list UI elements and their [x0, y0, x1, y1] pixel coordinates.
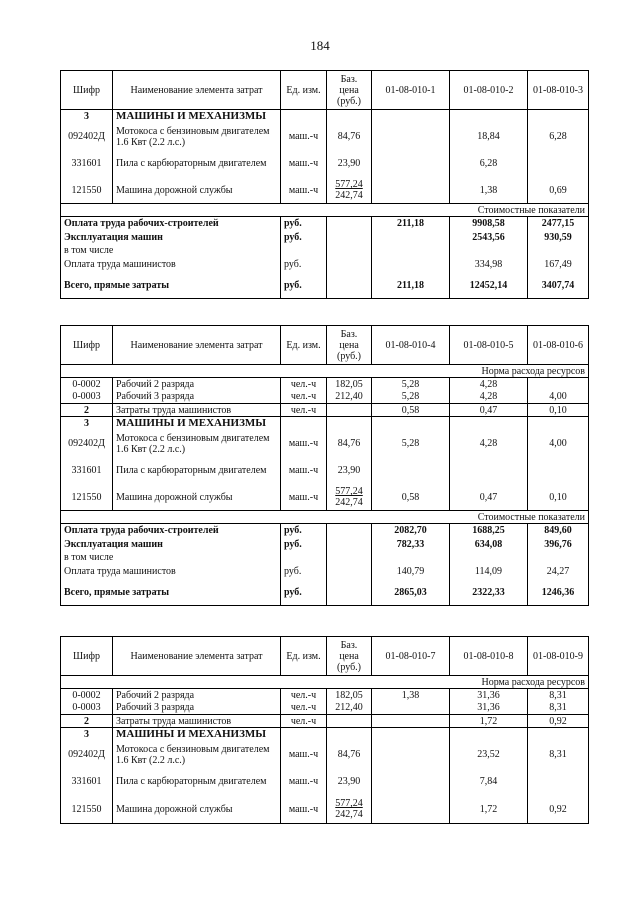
- table-header-row: [61, 637, 589, 676]
- header-col2: 01-08-010-5: [450, 326, 528, 365]
- norm-label: Норма расхода ресурсов: [61, 676, 589, 689]
- section-row: [61, 728, 589, 742]
- row-v3: 6,28: [528, 124, 589, 150]
- row-v2: 2322,33: [450, 580, 528, 606]
- row-code: 331601: [61, 150, 113, 178]
- row-code: 0-0003: [61, 702, 113, 715]
- row-unit: чел.-ч: [281, 391, 327, 404]
- row-name: Мотокоса с бензиновым двигателем 1.6 Квт (2.2 л.с.): [113, 431, 281, 457]
- row-v1: 140,79: [372, 564, 450, 580]
- row-v2: 334,98: [450, 257, 528, 273]
- price-bottom: 242,74: [335, 497, 363, 509]
- table-row: [61, 273, 589, 299]
- row-unit: руб.: [281, 273, 327, 299]
- row-v3: 0,92: [528, 796, 589, 824]
- row-v1: 211,18: [372, 217, 450, 231]
- row-v2: 2543,56: [450, 231, 528, 245]
- table-row: [61, 431, 589, 457]
- row-price: 23,90: [327, 457, 372, 485]
- row-v3: 3407,74: [528, 273, 589, 299]
- table-row: [61, 404, 589, 417]
- header-name: Наименование элемента затрат: [113, 637, 281, 676]
- row-name: Мотокоса с бензиновым двигателем 1.6 Квт (2.2 л.с.): [113, 742, 281, 768]
- row-unit: руб.: [281, 538, 327, 552]
- row-unit: маш.-ч: [281, 742, 327, 768]
- row-code: 092402Д: [61, 124, 113, 150]
- row-v1: [372, 150, 450, 178]
- cost-label: Стоимостные показатели: [61, 511, 589, 524]
- price-bottom: 242,74: [335, 809, 363, 821]
- row-v2: 7,84: [450, 768, 528, 796]
- table-row: [61, 580, 589, 606]
- price-top: 577,24: [335, 486, 363, 498]
- section-num: 3: [61, 110, 113, 124]
- row-v3: 396,76: [528, 538, 589, 552]
- row-name: Рабочий 3 разряда: [113, 702, 281, 715]
- row-v1: 782,33: [372, 538, 450, 552]
- row-unit: руб.: [281, 217, 327, 231]
- table-row: [61, 524, 589, 538]
- table-row: [61, 485, 589, 511]
- row-name: Пила с карбюраторным двигателем: [113, 768, 281, 796]
- row-v1: 5,28: [372, 391, 450, 404]
- price-top: 577,24: [335, 179, 363, 191]
- row-v1: 1,38: [372, 689, 450, 702]
- header-price: Баз. цена (руб.): [327, 71, 372, 110]
- row-unit: чел.-ч: [281, 404, 327, 417]
- row-unit: руб.: [281, 564, 327, 580]
- row-unit: руб.: [281, 257, 327, 273]
- row-price: 182,05: [327, 689, 372, 702]
- header-col1: 01-08-010-7: [372, 637, 450, 676]
- page-number: 184: [310, 38, 330, 53]
- row-price: 23,90: [327, 768, 372, 796]
- row-name: Мотокоса с бензиновым двигателем 1.6 Квт (2.2 л.с.): [113, 124, 281, 150]
- row-name: в том числе: [61, 245, 281, 257]
- row-price: 23,90: [327, 150, 372, 178]
- section-title: МАШИНЫ И МЕХАНИЗМЫ: [113, 728, 281, 742]
- row-v2: 4,28: [450, 391, 528, 404]
- row-price: 84,76: [327, 124, 372, 150]
- row-price: 84,76: [327, 431, 372, 457]
- row-v3: 24,27: [528, 564, 589, 580]
- row-v3: 0,69: [528, 178, 589, 204]
- row-v3: 4,00: [528, 431, 589, 457]
- cost-label-row: [61, 204, 589, 217]
- row-v1: 2082,70: [372, 524, 450, 538]
- cost-table-3: [60, 636, 589, 824]
- row-v3: [528, 378, 589, 391]
- row-v2: 23,52: [450, 742, 528, 768]
- row-price: 212,40: [327, 391, 372, 404]
- row-v1: [372, 715, 450, 728]
- row-code: 092402Д: [61, 431, 113, 457]
- row-unit: маш.-ч: [281, 485, 327, 511]
- row-name: Рабочий 3 разряда: [113, 391, 281, 404]
- row-v2: 1688,25: [450, 524, 528, 538]
- table-row: [61, 702, 589, 715]
- row-v1: [372, 124, 450, 150]
- row-v2: 1,72: [450, 796, 528, 824]
- row-code: 0-0003: [61, 391, 113, 404]
- row-name: Машина дорожной службы: [113, 796, 281, 824]
- row-v3: [528, 457, 589, 485]
- header-col1: 01-08-010-4: [372, 326, 450, 365]
- row-v3: 0,10: [528, 485, 589, 511]
- table-header-row: [61, 71, 589, 110]
- row-price: [327, 178, 372, 204]
- table-row: [61, 124, 589, 150]
- row-v1: [372, 257, 450, 273]
- row-code: 331601: [61, 768, 113, 796]
- row-v2: 1,38: [450, 178, 528, 204]
- table-header-row: [61, 326, 589, 365]
- row-v3: 2477,15: [528, 217, 589, 231]
- row-v2: 4,28: [450, 431, 528, 457]
- row-price: 212,40: [327, 702, 372, 715]
- section-row: [61, 110, 589, 124]
- row-name: Оплата труда машинистов: [61, 257, 281, 273]
- header-code: Шифр: [61, 71, 113, 110]
- row-v3: 167,49: [528, 257, 589, 273]
- norm-label: Норма расхода ресурсов: [61, 365, 589, 378]
- row-v2: [450, 457, 528, 485]
- row-name: Пила с карбюраторным двигателем: [113, 457, 281, 485]
- row-v1: [372, 457, 450, 485]
- table-row: [61, 178, 589, 204]
- row-v2: 0,47: [450, 485, 528, 511]
- header-name: Наименование элемента затрат: [113, 326, 281, 365]
- row-unit: маш.-ч: [281, 150, 327, 178]
- header-col3: 01-08-010-3: [528, 71, 589, 110]
- row-price: [327, 796, 372, 824]
- table-row: [61, 457, 589, 485]
- cost-table-1: [60, 70, 589, 299]
- table-row: [61, 257, 589, 273]
- header-price: Баз. цена (руб.): [327, 326, 372, 365]
- row-code: 0-0002: [61, 689, 113, 702]
- row-v3: [528, 768, 589, 796]
- row-name: Пила с карбюраторным двигателем: [113, 150, 281, 178]
- header-col3: 01-08-010-6: [528, 326, 589, 365]
- row-name: Всего, прямые затраты: [61, 580, 281, 606]
- row-v3: [528, 150, 589, 178]
- row-v1: 2865,03: [372, 580, 450, 606]
- row-v3: 8,31: [528, 689, 589, 702]
- table-row: [61, 768, 589, 796]
- row-code: 092402Д: [61, 742, 113, 768]
- row-v2: 0,47: [450, 404, 528, 417]
- header-col1: 01-08-010-1: [372, 71, 450, 110]
- header-code: Шифр: [61, 326, 113, 365]
- row-v3: 0,92: [528, 715, 589, 728]
- table-row: [61, 715, 589, 728]
- row-name: Эксплуатация машин: [61, 231, 281, 245]
- norm-label-row: [61, 365, 589, 378]
- price-top: 577,24: [335, 798, 363, 810]
- row-v2: 9908,58: [450, 217, 528, 231]
- row-v2: 31,36: [450, 702, 528, 715]
- row-unit: чел.-ч: [281, 689, 327, 702]
- row-v3: 8,31: [528, 742, 589, 768]
- row-v1: [372, 702, 450, 715]
- header-unit: Ед. изм.: [281, 71, 327, 110]
- row-unit: маш.-ч: [281, 768, 327, 796]
- row-unit: маш.-ч: [281, 796, 327, 824]
- table-row: [61, 538, 589, 552]
- row-code: 331601: [61, 457, 113, 485]
- table-row: [61, 391, 589, 404]
- row-unit: маш.-ч: [281, 124, 327, 150]
- row-v3: 4,00: [528, 391, 589, 404]
- row-name: Машина дорожной службы: [113, 178, 281, 204]
- row-unit: чел.-ч: [281, 702, 327, 715]
- row-name: Оплата труда рабочих-строителей: [61, 524, 281, 538]
- row-v3: 930,59: [528, 231, 589, 245]
- row-v2: 4,28: [450, 378, 528, 391]
- row-name: Оплата труда машинистов: [61, 564, 281, 580]
- header-code: Шифр: [61, 637, 113, 676]
- row-unit: чел.-ч: [281, 715, 327, 728]
- row-name: Затраты труда машинистов: [113, 404, 281, 417]
- row-unit: руб.: [281, 580, 327, 606]
- row-v3: 0,10: [528, 404, 589, 417]
- row-unit: руб.: [281, 231, 327, 245]
- table-row: [61, 217, 589, 231]
- price-bottom: 242,74: [335, 190, 363, 202]
- row-name: Эксплуатация машин: [61, 538, 281, 552]
- table-row: [61, 689, 589, 702]
- row-v1: 0,58: [372, 485, 450, 511]
- row-name: Рабочий 2 разряда: [113, 378, 281, 391]
- row-v3: 849,60: [528, 524, 589, 538]
- row-v3: 8,31: [528, 702, 589, 715]
- row-v2: 12452,14: [450, 273, 528, 299]
- row-name: Всего, прямые затраты: [61, 273, 281, 299]
- row-name: Рабочий 2 разряда: [113, 689, 281, 702]
- norm-label-row: [61, 676, 589, 689]
- cost-table-2: [60, 325, 589, 606]
- row-v1: [372, 768, 450, 796]
- row-code: 121550: [61, 178, 113, 204]
- row-price: 182,05: [327, 378, 372, 391]
- row-price: [327, 485, 372, 511]
- row-v2: 1,72: [450, 715, 528, 728]
- row-v1: 0,58: [372, 404, 450, 417]
- row-v1: [372, 742, 450, 768]
- row-unit: маш.-ч: [281, 457, 327, 485]
- table-row: [61, 564, 589, 580]
- section-num: 3: [61, 417, 113, 431]
- row-v1: [372, 178, 450, 204]
- row-v2: 18,84: [450, 124, 528, 150]
- row-name: Машина дорожной службы: [113, 485, 281, 511]
- table-row: [61, 796, 589, 824]
- row-price: 84,76: [327, 742, 372, 768]
- row-code: 0-0002: [61, 378, 113, 391]
- cost-label: Стоимостные показатели: [61, 204, 589, 217]
- row-v2: 31,36: [450, 689, 528, 702]
- row-v2: 6,28: [450, 150, 528, 178]
- table-row: [61, 150, 589, 178]
- section-title: МАШИНЫ И МЕХАНИЗМЫ: [113, 417, 281, 431]
- row-v2: 114,09: [450, 564, 528, 580]
- row-code: 121550: [61, 485, 113, 511]
- row-v1: [372, 231, 450, 245]
- row-name: Затраты труда машинистов: [113, 715, 281, 728]
- row-unit: маш.-ч: [281, 178, 327, 204]
- section-title: МАШИНЫ И МЕХАНИЗМЫ: [113, 110, 281, 124]
- header-unit: Ед. изм.: [281, 637, 327, 676]
- cost-label-row: [61, 511, 589, 524]
- row-v1: [372, 796, 450, 824]
- table-row: [61, 245, 589, 257]
- header-col2: 01-08-010-8: [450, 637, 528, 676]
- row-unit: чел.-ч: [281, 378, 327, 391]
- table-row: [61, 231, 589, 245]
- row-name: в том числе: [61, 552, 281, 564]
- header-unit: Ед. изм.: [281, 326, 327, 365]
- row-code: 2: [61, 404, 113, 417]
- header-price: Баз. цена (руб.): [327, 637, 372, 676]
- row-name: Оплата труда рабочих-строителей: [61, 217, 281, 231]
- table-row: [61, 378, 589, 391]
- row-unit: руб.: [281, 524, 327, 538]
- section-num: 3: [61, 728, 113, 742]
- header-col2: 01-08-010-2: [450, 71, 528, 110]
- row-v1: 5,28: [372, 378, 450, 391]
- row-v1: 211,18: [372, 273, 450, 299]
- table-row: [61, 742, 589, 768]
- table-row: [61, 552, 589, 564]
- row-v3: 1246,36: [528, 580, 589, 606]
- row-v1: 5,28: [372, 431, 450, 457]
- header-col3: 01-08-010-9: [528, 637, 589, 676]
- section-row: [61, 417, 589, 431]
- row-code: 121550: [61, 796, 113, 824]
- header-name: Наименование элемента затрат: [113, 71, 281, 110]
- row-code: 2: [61, 715, 113, 728]
- row-unit: маш.-ч: [281, 431, 327, 457]
- row-v2: 634,08: [450, 538, 528, 552]
